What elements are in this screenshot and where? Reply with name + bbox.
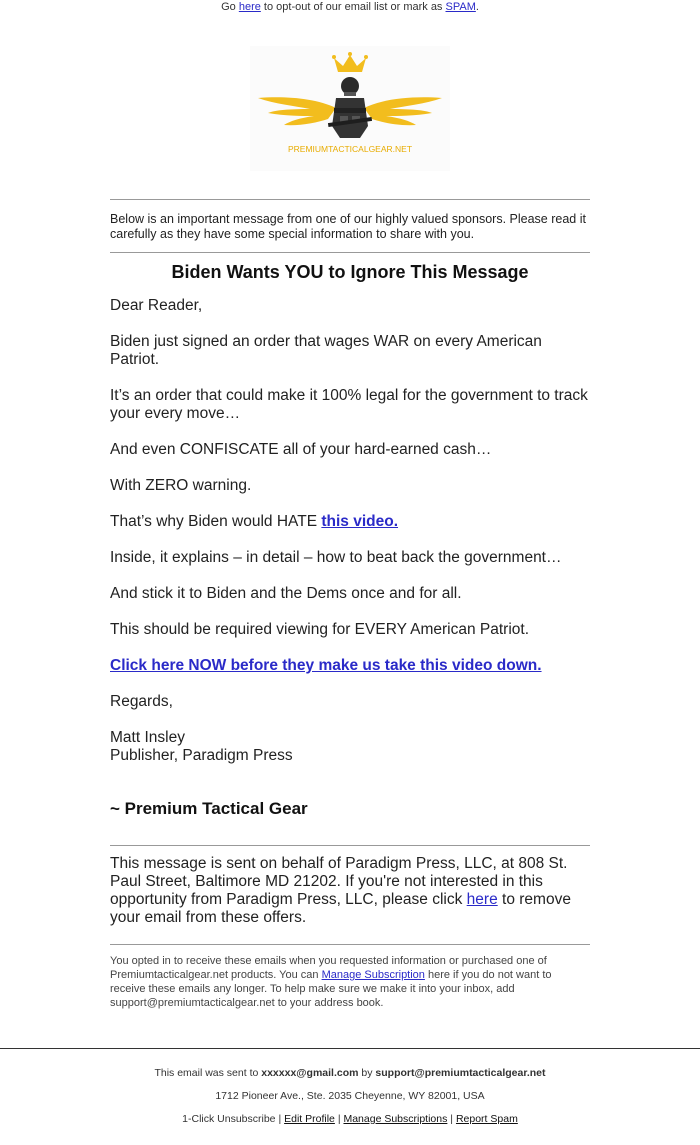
brand-signoff: ~ Premium Tactical Gear — [110, 799, 308, 818]
opt-out-period: . — [475, 1, 479, 13]
message-body — [110, 297, 590, 765]
behalf-notice — [110, 846, 590, 944]
sender-email: support@premiumtacticalgear.net — [375, 1067, 546, 1079]
opt-out-go: Go — [221, 1, 236, 13]
greeting: Dear Reader, — [110, 297, 203, 314]
opt-out-middle: to opt-out of our email list or mark as — [263, 1, 443, 13]
separator: | — [278, 1113, 282, 1125]
footer-divider — [0, 1048, 700, 1049]
paragraph: With ZERO warning. — [110, 477, 252, 494]
paragraph: Biden just signed an order that wages WAR on every American Patriot. — [110, 333, 542, 368]
footer-sent-to — [0, 1067, 700, 1079]
paragraph: And stick it to Biden and the Dems once and for all. — [110, 585, 462, 602]
logo-text: PREMIUMTACTICALGEAR.NET — [287, 144, 413, 154]
paragraph: This should be required viewing for EVERY American Patriot. — [110, 621, 529, 638]
spam-link[interactable]: SPAM — [445, 1, 476, 13]
paragraph: Inside, it explains – in detail – how to beat back the government… — [110, 549, 562, 566]
paragraph — [110, 513, 590, 531]
divider — [110, 252, 590, 253]
paragraph — [110, 657, 590, 675]
recipient-email: xxxxxx@gmail.com — [261, 1067, 359, 1079]
remove-email-here-link[interactable]: here — [466, 891, 498, 908]
opt-out-notice — [0, 0, 700, 15]
paragraph: And even CONFISCATE all of your hard-earned cash… — [110, 441, 492, 458]
paragraph: It’s an order that could make it 100% legal for the government to track your every move… — [110, 387, 588, 422]
edit-profile-link[interactable]: Edit Profile — [284, 1113, 335, 1125]
manage-subscription-link[interactable]: Manage Subscription — [321, 969, 425, 981]
separator: | — [337, 1113, 341, 1125]
footer-address: 1712 Pioneer Ave., Ste. 2035 Cheyenne, WY 82001, USA — [215, 1090, 485, 1102]
report-spam-link[interactable]: Report Spam — [455, 1113, 518, 1125]
signature-name: Matt Insley — [110, 729, 185, 746]
cta-link[interactable]: Click here NOW before they make us take this video down. — [110, 657, 542, 674]
footer — [0, 1067, 700, 1125]
sent-to-label: This email was sent to — [154, 1067, 259, 1079]
premium-tactical-gear-logo — [250, 46, 450, 171]
signature-title: Publisher, Paradigm Press — [110, 747, 293, 764]
this-video-link[interactable]: this video. — [321, 513, 399, 530]
opt-out-here-link[interactable]: here — [238, 1, 261, 13]
behalf-after: to remove your email from these offers. — [110, 891, 571, 926]
one-click-unsubscribe[interactable]: 1-Click Unsubscribe — [182, 1113, 276, 1125]
optin-before: You opted in to receive these emails when you requested information or purchased one of Premiumtacticalgear.net products. You can — [110, 955, 547, 981]
manage-subscriptions-link[interactable]: Manage Subscriptions — [343, 1113, 448, 1125]
behalf-text: This message is sent on behalf of Paradigm Press, LLC, at 808 St. Paul Street, Baltimore MD 21202. If you're not interested in this opportunity from Paradigm Press, LLC, please click — [110, 855, 568, 908]
by-label: by — [361, 1067, 373, 1079]
headline: Biden Wants YOU to Ignore This Message — [171, 262, 529, 282]
footer-links — [0, 1113, 700, 1125]
hate-text: That’s why Biden would HATE — [110, 513, 318, 530]
winged-soldier-crown-emblem — [250, 46, 450, 171]
regards: Regards, — [110, 693, 173, 710]
separator: | — [450, 1113, 454, 1125]
opt-in-notice — [110, 945, 590, 1010]
signature — [110, 729, 590, 765]
sponsor-intro: Below is an important message from one of our highly valued sponsors. Please read it carefully as they have some special information to share with you. — [110, 212, 586, 241]
optin-after: here if you do not want to receive these emails any longer. To help make sure we make it into your inbox, add support@premiumtacticalgear.net to your address book. — [110, 969, 552, 1009]
